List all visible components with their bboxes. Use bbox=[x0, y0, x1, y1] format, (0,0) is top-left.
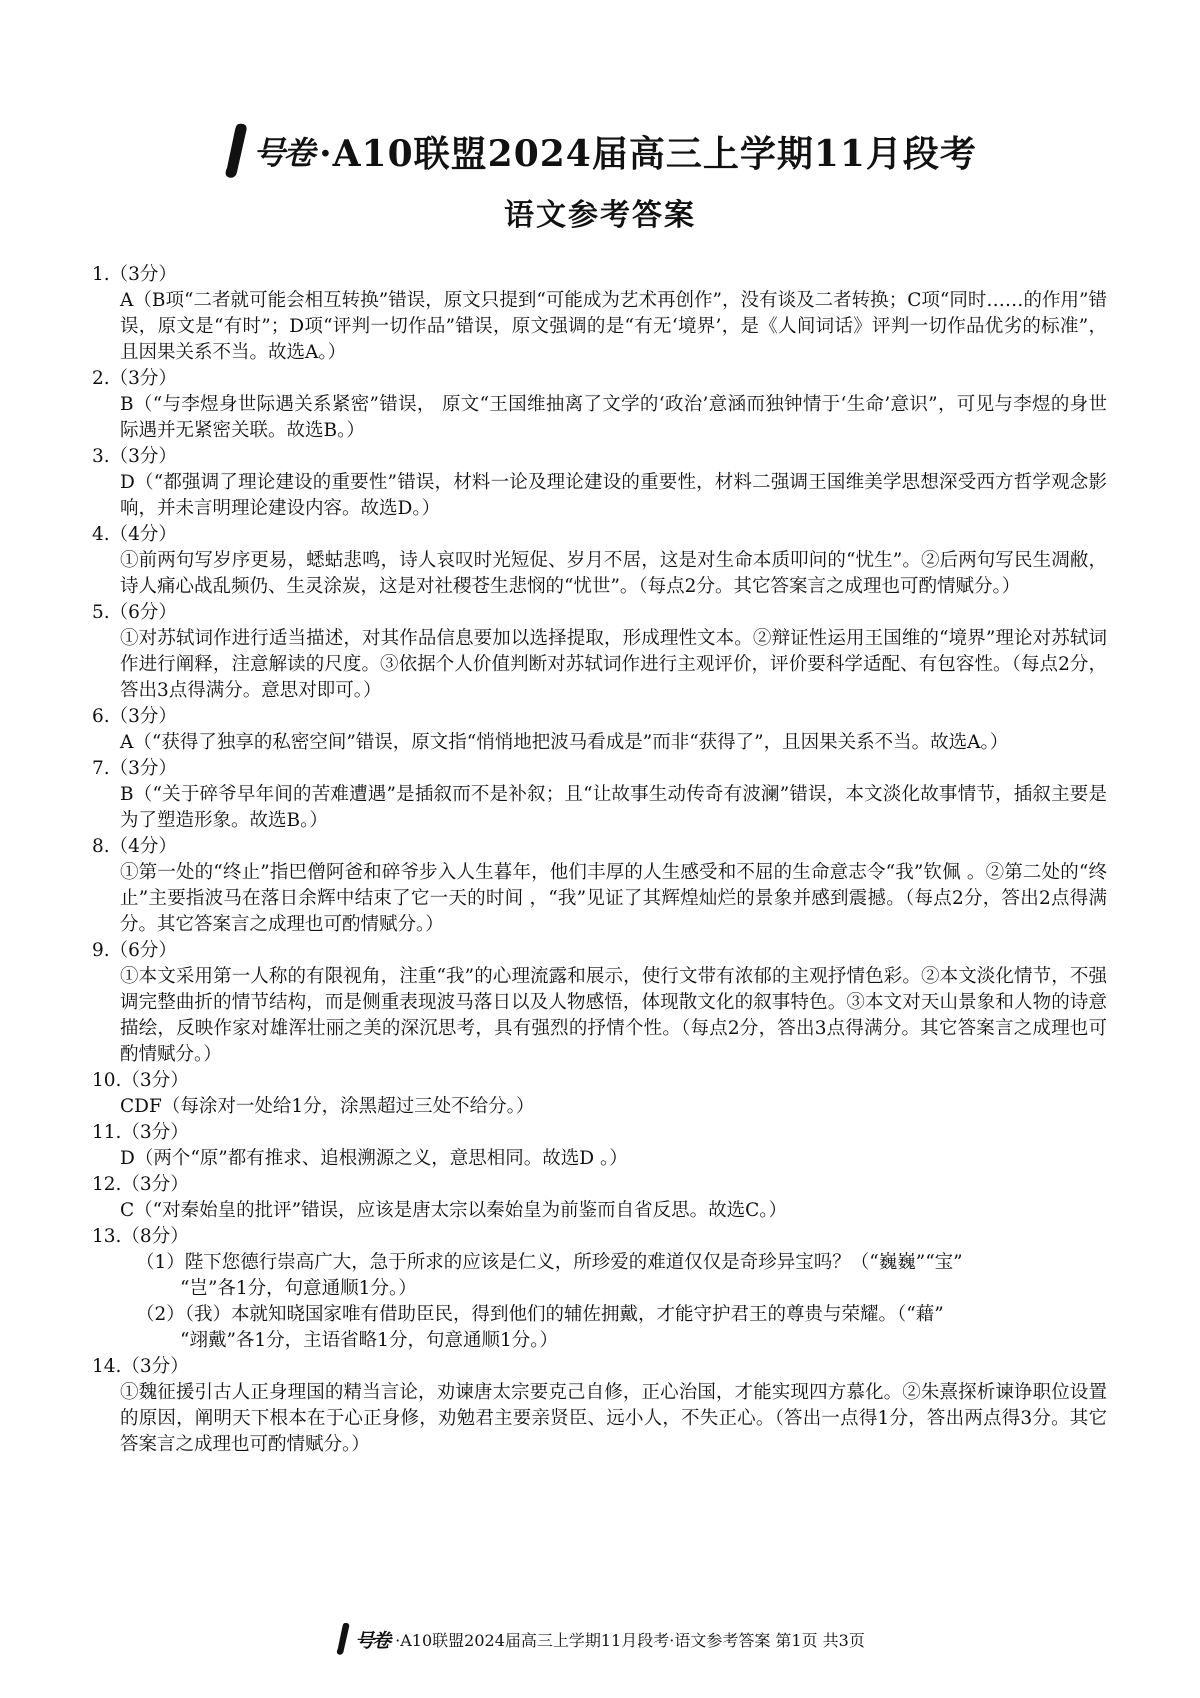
question-number: 2.（3分） bbox=[92, 368, 177, 389]
question-number: 5.（6分） bbox=[92, 602, 177, 623]
question-answer: ①魏征援引古人正身理国的精当言论，劝谏唐太宗要克己自修，正心治国，才能实现四方慕化。②朱熹探析谏诤职位设置的原因，阐明天下根本在于心正身修，劝勉君主要亲贤臣、远小人，不失正心。（答出一点得1分，答出两点得3分。其它答案言之成理也可酌情赋分。） bbox=[120, 1382, 1107, 1455]
sub-answer-continuation: “岂”各1分，句意通顺1分。） bbox=[180, 1278, 417, 1299]
question-answer: ①对苏轼词作进行适当描述，对其作品信息要加以选择提取，形成理性文本。②辩证性运用王国维的“境界”理论对苏轼词作进行阐释，注意解读的尺度。③依据个人价值判断对苏轼词作进行主观评价，评价要科学适配、有包容性。（每点2分，答出3点得满分。意思对即可。） bbox=[120, 628, 1107, 701]
logo-text: 号卷 bbox=[253, 134, 314, 172]
question-item bbox=[92, 834, 1107, 938]
sub-answer-continuation: “翊戴”各1分，主语省略1分，句意通顺1分。） bbox=[180, 1330, 558, 1351]
logo bbox=[223, 122, 313, 180]
brush-stroke-icon bbox=[335, 1622, 351, 1656]
page-subtitle: 语文参考答案 bbox=[504, 198, 696, 233]
question-item bbox=[92, 1068, 1107, 1120]
question-number: 14.（3分） bbox=[92, 1356, 189, 1377]
question-number: 1.（3分） bbox=[92, 264, 177, 285]
question-answer: C（“对秦始皇的批评”错误，应该是唐太宗以秦始皇为前鉴而自省反思。故选C。） bbox=[120, 1200, 787, 1221]
question-number: 7.（3分） bbox=[92, 758, 177, 779]
sub-answer bbox=[92, 1302, 1107, 1354]
page-title: ·A10联盟2024届高三上学期11月段考 bbox=[319, 132, 977, 175]
question-answer: A（“获得了独享的私密空间”错误，原文指“悄悄地把波马看成是”而非“获得了”，且因果关系不当。故选A。） bbox=[120, 732, 1009, 753]
page-footer bbox=[0, 1622, 1200, 1656]
footer-logo-text: 号卷 bbox=[355, 1629, 390, 1652]
sub-answer-line: （2）（我）本就知晓国家唯有借助臣民，得到他们的辅佐拥戴，才能守护君王的尊贵与荣耀。（“藉” bbox=[136, 1304, 944, 1325]
question-item bbox=[92, 600, 1107, 704]
sub-answer bbox=[92, 1250, 1107, 1302]
question-item bbox=[92, 1172, 1107, 1224]
question-item bbox=[92, 366, 1107, 444]
footer-text: ·A10联盟2024届高三上学期11月段考·语文参考答案 第1页 共3页 bbox=[395, 1630, 865, 1650]
question-answer: D（“都强调了理论建设的重要性”错误，材料一论及理论建设的重要性，材料二强调王国维美学思想深受西方哲学观念影响，并未言明理论建设内容。故选D。） bbox=[120, 472, 1107, 519]
question-number: 6.（3分） bbox=[92, 706, 177, 727]
question-item bbox=[92, 756, 1107, 834]
question-item bbox=[92, 522, 1107, 600]
question-number: 9.（6分） bbox=[92, 940, 177, 961]
question-number: 3.（3分） bbox=[92, 446, 177, 467]
question-answer: ①第一处的“终止”指巴僧阿爸和碎爷步入人生暮年，他们丰厚的人生感受和不屈的生命意志令“我”钦佩 。②第二处的“终止”主要指波马在落日余辉中结束了它一天的时间 ，“我”见证了其辉煌灿烂的景象并感到震撼。（每点2分，答出2点得满分。其它答案言之成理也可酌情赋分。） bbox=[120, 862, 1107, 935]
footer-logo bbox=[335, 1622, 389, 1656]
question-number: 12.（3分） bbox=[92, 1174, 189, 1195]
question-item bbox=[92, 938, 1107, 1068]
title-line bbox=[0, 120, 1200, 182]
question-number: 11.（3分） bbox=[92, 1122, 189, 1143]
question-number: 13.（8分） bbox=[92, 1226, 189, 1247]
brush-stroke-icon bbox=[223, 122, 249, 180]
question-answer: B（“与李煜身世际遇关系紧密”错误， 原文“王国维抽离了文学的‘政治’意涵而独钟情于‘生命’意识”，可见与李煜的身世际遇并无紧密关联。故选B。） bbox=[120, 394, 1107, 441]
question-item bbox=[92, 704, 1107, 756]
question-number: 8.（4分） bbox=[92, 836, 177, 857]
answer-list bbox=[92, 262, 1107, 1458]
question-answer: B（“关于碎爷早年间的苦难遭遇”是插叙而不是补叙；且“让故事生动传奇有波澜”错误，本文淡化故事情节，插叙主要是为了塑造形象。故选B。） bbox=[120, 784, 1107, 831]
question-item bbox=[92, 1224, 1107, 1354]
question-answer: CDF（每涂对一处给1分，涂黑超过三处不给分。） bbox=[120, 1096, 535, 1117]
question-item bbox=[92, 1354, 1107, 1458]
question-number: 10.（3分） bbox=[92, 1070, 189, 1091]
question-item bbox=[92, 444, 1107, 522]
question-answer: ①本文采用第一人称的有限视角，注重“我”的心理流露和展示，使行文带有浓郁的主观抒情色彩。②本文淡化情节，不强调完整曲折的情节结构，而是侧重表现波马落日以及人物感悟，体现散文化的叙事特色。③本文对天山景象和人物的诗意描绘，反映作家对雄浑壮丽之美的深沉思考，具有强烈的抒情个性。（每点2分，答出3点得满分。其它答案言之成理也可酌情赋分。） bbox=[120, 966, 1107, 1065]
question-number: 4.（4分） bbox=[92, 524, 177, 545]
question-answer: A（B项“二者就可能会相互转换”错误，原文只提到“可能成为艺术再创作”，没有谈及二者转换；C项“同时……的作用”错误，原文是“有时”；D项“评判一切作品”错误，原文强调的是“有无‘境界’，是《人间词话》评判一切作品优劣的标准”，且因果关系不当。故选A。） bbox=[120, 290, 1107, 363]
question-answer: ①前两句写岁序更易，蟋蛄悲鸣，诗人哀叹时光短促、岁月不居，这是对生命本质叩问的“忧生”。②后两句写民生凋敝，诗人痛心战乱频仍、生灵涂炭，这是对社稷苍生悲悯的“忧世”。（每点2分。其它答案言之成理也可酌情赋分。） bbox=[120, 550, 1107, 597]
question-answer: D（两个“原”都有推求、追根溯源之义，意思相同。故选D 。） bbox=[120, 1148, 628, 1169]
question-item bbox=[92, 1120, 1107, 1172]
question-item bbox=[92, 262, 1107, 366]
page-header bbox=[0, 120, 1200, 234]
sub-answer-line: （1）陛下您德行崇高广大，急于所求的应该是仁义，所珍爱的难道仅仅是奇珍异宝吗？（“巍巍”“宝” bbox=[136, 1252, 963, 1273]
